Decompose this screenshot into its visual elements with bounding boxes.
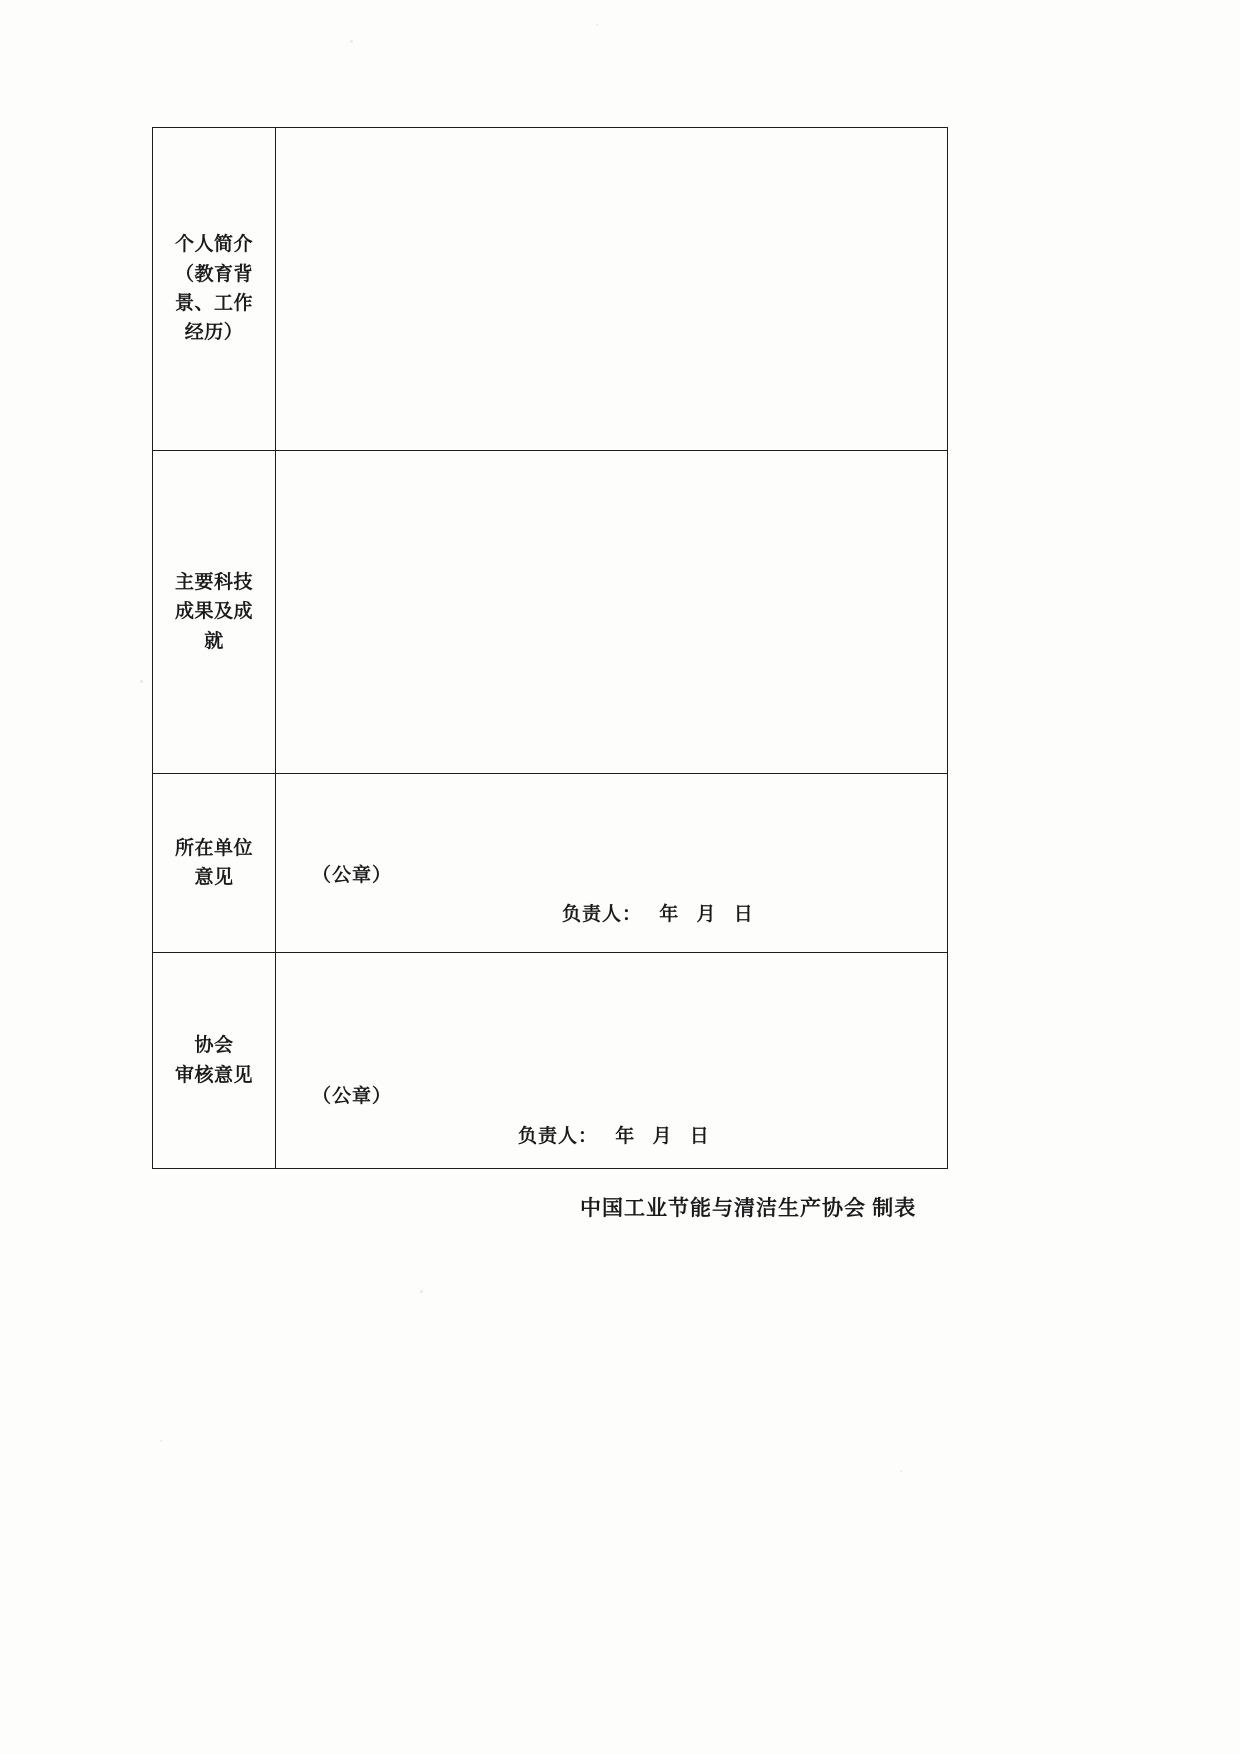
scan-speck <box>900 1470 902 1472</box>
unit-signature-line: 负责人： 年 月 日 <box>562 904 754 925</box>
scan-speck <box>160 1440 162 1442</box>
row-label-personal-profile <box>153 128 276 451</box>
application-form-table <box>152 127 948 1169</box>
label-line: 所在单位 <box>174 837 253 859</box>
association-signature-line: 负责人： 年 月 日 <box>518 1126 710 1147</box>
label-line: 意见 <box>194 867 234 888</box>
row-label-main-achievements <box>153 451 276 774</box>
label-line: （教育背 <box>174 263 253 285</box>
scan-speck <box>596 24 598 26</box>
field-main-achievements[interactable] <box>276 451 948 774</box>
footer-issuer-note: 中国工业节能与清洁生产协会 制表 <box>580 1196 917 1220</box>
label-line: 就 <box>204 630 224 652</box>
label-line: 审核意见 <box>174 1064 253 1086</box>
scan-speck <box>140 680 143 683</box>
label-line: 成果及成 <box>174 601 253 623</box>
scan-speck <box>350 40 353 43</box>
unit-seal-label: （公章） <box>312 865 393 886</box>
table-row <box>153 774 948 953</box>
label-line: 经历） <box>184 322 244 344</box>
label-line: 协会 <box>194 1035 234 1057</box>
association-seal-label: （公章） <box>312 1086 393 1107</box>
table-row <box>153 451 948 774</box>
label-line: 个人简介 <box>174 234 253 256</box>
table-row <box>153 128 948 451</box>
scan-speck <box>420 1290 423 1293</box>
label-line: 景、工作 <box>174 293 253 314</box>
field-personal-profile[interactable] <box>276 128 948 451</box>
row-label-association-review <box>153 953 276 1169</box>
field-unit-opinion[interactable] <box>276 774 948 953</box>
field-association-review-opinion[interactable] <box>276 953 948 1169</box>
table-row <box>153 953 948 1169</box>
label-line: 主要科技 <box>174 571 253 593</box>
row-label-unit-opinion <box>153 774 276 953</box>
